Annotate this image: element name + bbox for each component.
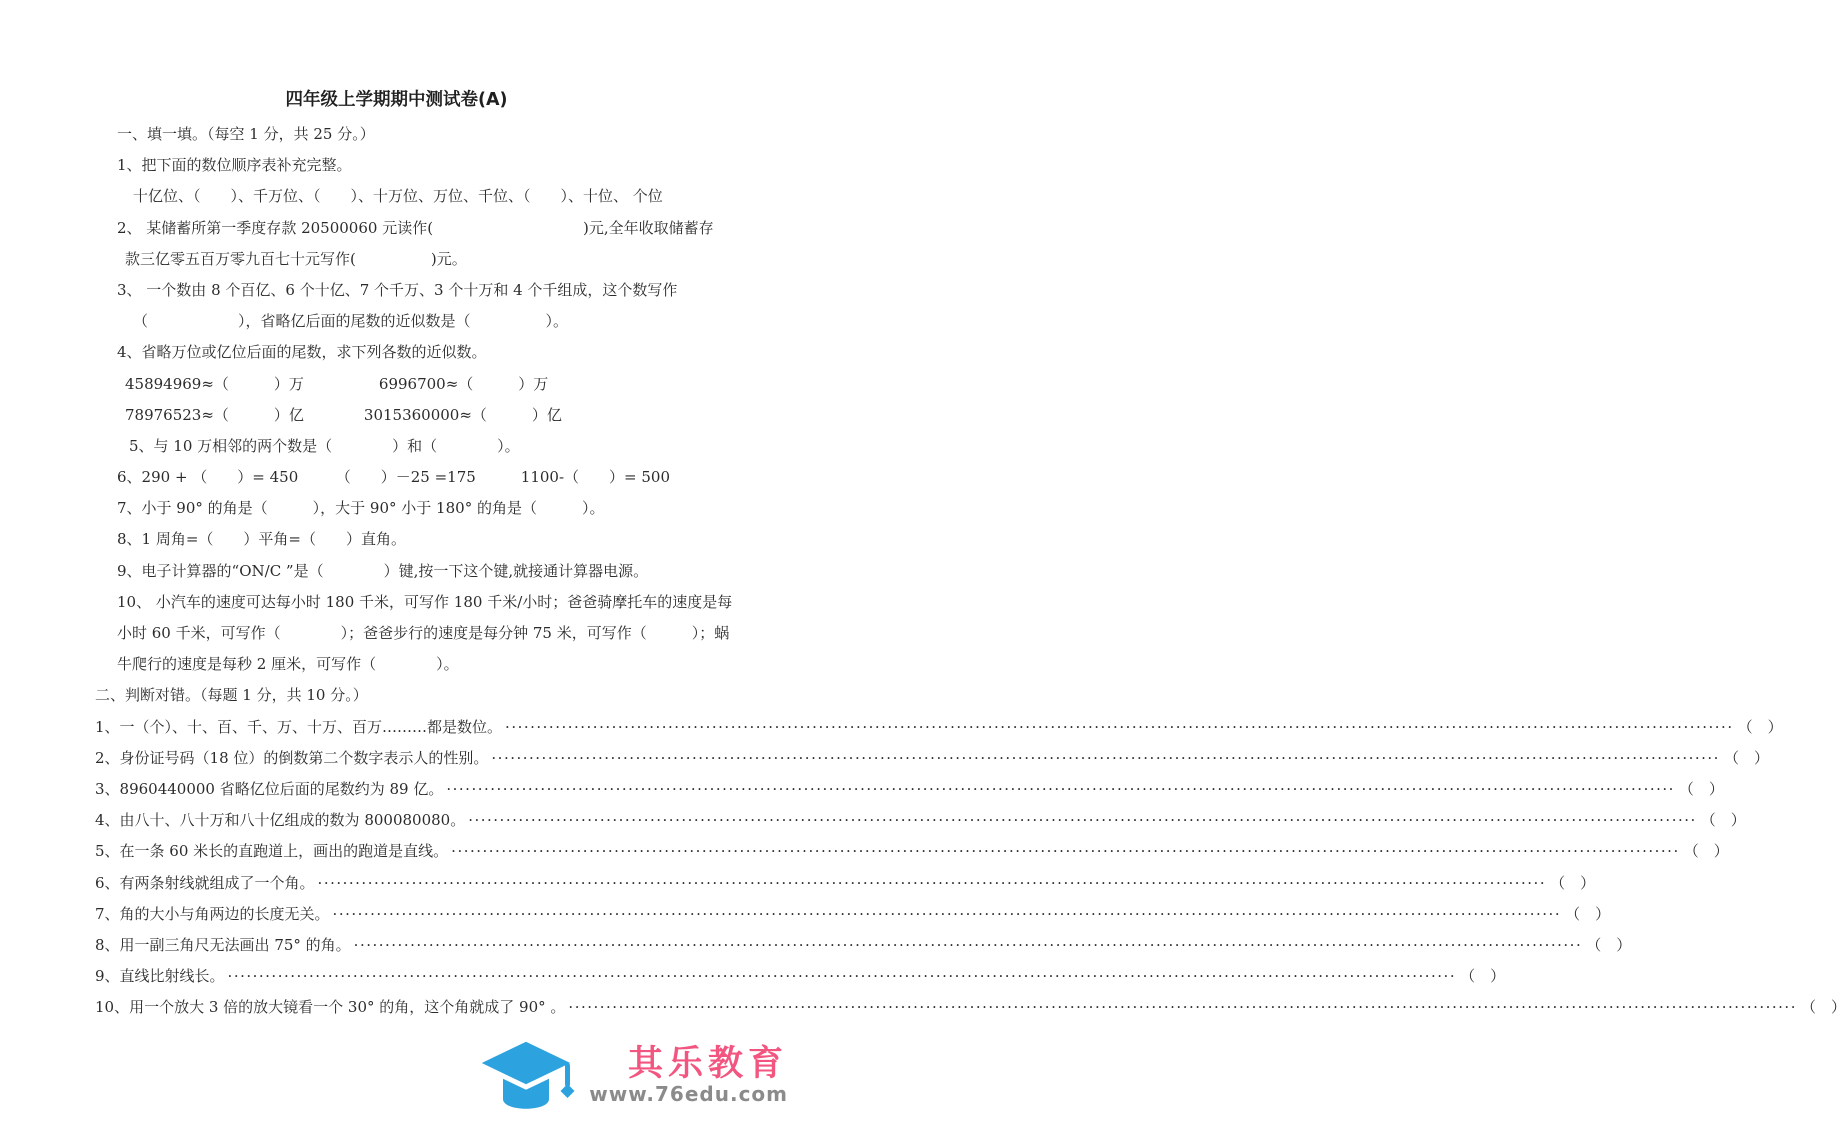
- question-line: 小时 60 千米，可写作（ ）；爸爸步行的速度是每分钟 75 米，可写作（ ）；蜗: [117, 624, 730, 642]
- tf-question-text: 9、直线比射线长。: [95, 967, 225, 986]
- answer-bracket: （ ）: [1800, 998, 1846, 1017]
- answer-bracket: （ ）: [1683, 842, 1729, 861]
- dotted-leader: ····································································································································································································: [446, 779, 1675, 798]
- tf-question-text: 7、角的大小与角两边的长度无关。: [95, 904, 330, 923]
- answer-bracket: （ ）: [1586, 935, 1632, 954]
- answer-bracket: （ ）: [1737, 717, 1783, 736]
- tf-question-row: [0, 836, 1729, 867]
- question-line: 5、与 10 万相邻的两个数是（ ）和（ ）。: [129, 436, 520, 455]
- footer-logo: [469, 1036, 788, 1116]
- question-line: 3、 一个数由 8 个百亿、6 个十亿、7 个千万、3 个十万和 4 个千组成，这个数写作: [117, 280, 678, 299]
- tf-question-row: [0, 743, 1769, 774]
- dotted-leader: ····································································································································································································: [491, 748, 1720, 767]
- section1-heading: 一、填一填。（每空 1 分，共 25 分。）: [117, 125, 375, 143]
- question-line: 8、1 周角=（ ）平角=（ ）直角。: [117, 530, 406, 549]
- question-line: 十亿位、（ ）、千万位、（ ）、十万位、万位、千位、（ ）、十位、 个位: [133, 187, 663, 206]
- tf-question-row: [0, 930, 1632, 961]
- tf-question-text: 3、8960440000 省略亿位后面的尾数约为 89 亿。: [95, 779, 444, 798]
- question-line: 1、把下面的数位顺序表补充完整。: [117, 156, 352, 175]
- question-line: 10、 小汽车的速度可达每小时 180 千米，可写作 180 千米/小时；爸爸骑摩托车的速度是每: [117, 592, 733, 611]
- question-line: 9、电子计算器的“ON/C ”是（ ）键,按一下这个键,就接通计算器电源。: [117, 561, 649, 580]
- question-line: 7、小于 90° 的角是（ ），大于 90° 小于 180° 的角是（ ）。: [117, 499, 605, 518]
- tf-question-text: 4、由八十、八十万和八十亿组成的数为 800080080。: [95, 811, 466, 830]
- dotted-leader: ····································································································································································································: [332, 904, 1562, 923]
- tf-question-text: 8、用一副三角尺无法画出 75° 的角。: [95, 935, 351, 954]
- tf-question-row: [0, 774, 1724, 805]
- tf-question-row: [0, 992, 1846, 1023]
- brand-url: www.76edu.com: [589, 1081, 788, 1106]
- dotted-leader: ····································································································································································································: [317, 873, 1547, 892]
- answer-bracket: （ ）: [1460, 967, 1506, 986]
- dotted-leader: ····································································································································································································: [468, 811, 1697, 830]
- tf-question-row: [0, 868, 1596, 899]
- answer-bracket: （ ）: [1565, 904, 1611, 923]
- section2-heading: 二、判断对错。（每题 1 分，共 10 分。）: [95, 686, 368, 705]
- footer-brand-block: [589, 1046, 788, 1106]
- dotted-leader: ····································································································································································································: [568, 998, 1797, 1017]
- question-line: 45894969≈（ ）万 6996700≈（ ）万: [125, 374, 549, 393]
- tf-question-text: 2、身份证号码（18 位）的倒数第二个数字表示人的性别。: [95, 748, 489, 767]
- tf-question-row: [0, 712, 1783, 743]
- graduation-cap-icon: [469, 1036, 583, 1116]
- question-line: 4、省略万位或亿位后面的尾数，求下列各数的近似数。: [117, 343, 487, 362]
- tf-question-text: 10、用一个放大 3 倍的放大镜看一个 30° 的角，这个角就成了 90° 。: [95, 998, 566, 1017]
- tf-question-text: 6、有两条射线就组成了一个角。: [95, 873, 315, 892]
- tf-question-text: 5、在一条 60 米长的直跑道上，画出的跑道是直线。: [95, 842, 449, 861]
- dotted-leader: ····································································································································································································: [505, 717, 1734, 736]
- question-line: （ ），省略亿后面的尾数的近似数是（ ）。: [133, 312, 569, 331]
- page-title: 四年级上学期期中测试卷(A): [285, 90, 508, 110]
- question-line: 78976523≈（ ）亿 3015360000≈（ ）亿: [125, 405, 562, 424]
- dotted-leader: ····································································································································································································: [227, 967, 1457, 986]
- tf-question-row: [0, 899, 1611, 930]
- paper-body: [0, 119, 1846, 1023]
- answer-bracket: （ ）: [1723, 748, 1769, 767]
- question-line: 款三亿零五百万零九百七十元写作( )元。: [125, 249, 467, 268]
- brand-name: 其乐教育: [627, 1044, 788, 1085]
- tf-question-row: [0, 961, 1506, 992]
- question-line: 6、290 + （ ）= 450 （ ）－25 =175 1100-（ ）= 500: [117, 468, 671, 487]
- question-line: 2、 某储蓄所第一季度存款 20500060 元读作( )元,全年收取储蓄存: [117, 218, 714, 237]
- question-line: 牛爬行的速度是每秒 2 厘米，可写作（ ）。: [117, 655, 459, 674]
- tf-question-text: 1、一（个）、十、百、千、万、十万、百万………都是数位。: [95, 717, 503, 736]
- answer-bracket: （ ）: [1700, 811, 1746, 830]
- dotted-leader: ····································································································································································································: [451, 842, 1680, 861]
- answer-bracket: （ ）: [1550, 873, 1596, 892]
- dotted-leader: ····································································································································································································: [353, 935, 1583, 954]
- answer-bracket: （ ）: [1678, 779, 1724, 798]
- tf-question-row: [0, 805, 1746, 836]
